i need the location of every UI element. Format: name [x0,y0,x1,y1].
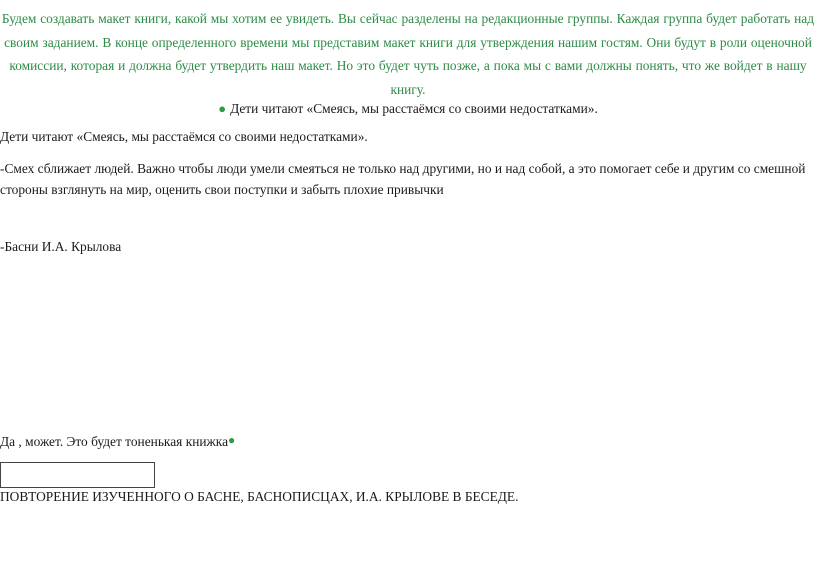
maybe-line-text: Да , может. Это будет тоненькая книжка [0,434,229,449]
bullet-icon: ● [218,101,227,116]
children-read-line: Дети читают «Смеясь, мы расстаёмся со своими недостатками». [0,129,368,144]
laughter-paragraph: -Смех сближает людей. Важно чтобы люди умели смеяться не только над другими, но и над собой, а это помогает себе и другим со смешной стороны взглянуть на мир, оценить свои поступки и забыть плохие привычки [0,161,806,197]
bullet-list-item [0,99,816,119]
bullet-dot-icon: ● [228,433,236,447]
fables-line: -Басни И.А. Крылова [0,239,122,254]
intro-paragraph: Будем создавать макет книги, какой мы хотим ее увидеть. Вы сейчас разделены на редакционные группы. Каждая группа будет работать над своим заданием. В конце определенного времени мы представим макет книги для утверждения нашим гостям. Они будут в роли оценочной комиссии, которая и должна будет утвердить наш макет. Но это будет чуть позже, а пока мы с вами должны понять, что же войдет в нашу книгу. [1,11,815,97]
bullet-item-text: Дети читают «Смеясь, мы расстаёмся со своими недостатками». [230,101,598,116]
maybe-line [0,430,235,452]
review-heading: ПОВТОРЕНИЕ ИЗУЧЕННОГО О БАСНЕ, БАСНОПИСЦАХ, И.А. КРЫЛОВЕ В БЕСЕДЕ. [0,489,519,504]
blank-text-box [0,462,155,488]
